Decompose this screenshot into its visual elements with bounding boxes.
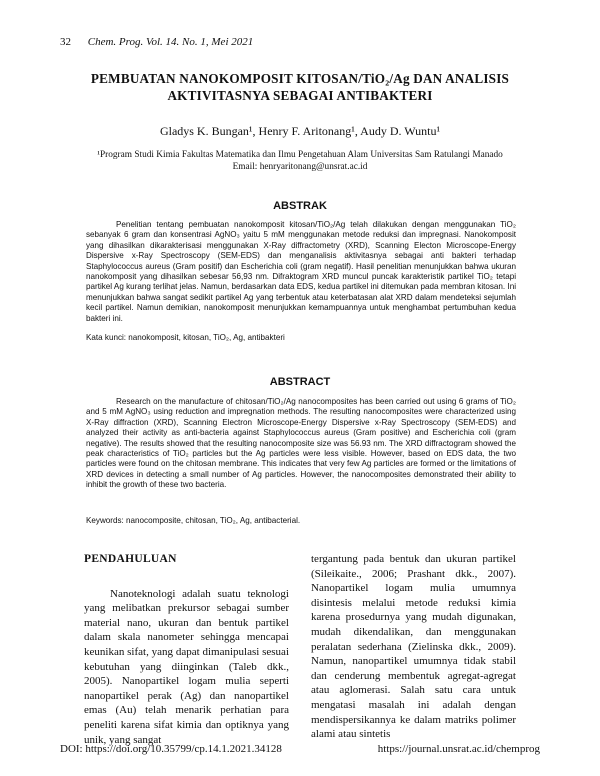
right-column bbox=[311, 552, 516, 742]
title-line-1: PEMBUATAN NANOKOMPOSIT KITOSAN/TiO₂/Ag DAN ANALISIS bbox=[90, 71, 510, 86]
authors: Gladys K. Bungan¹, Henry F. Aritonang¹, Audy D. Wuntu¹ bbox=[159, 124, 441, 138]
email: Email: henryaritonang@unsrat.ac.id bbox=[232, 161, 368, 172]
journal-citation: Chem. Prog. Vol. 14. No. 1, Mei 2021 bbox=[87, 36, 254, 48]
affiliation-line: ¹Program Studi Kimia Fakultas Matematika dan Ilmu Pengetahuan Alam Universitas Sam Ratulangi Manado bbox=[97, 150, 503, 160]
abstrak-keywords: Kata kunci: nanokomposit, kitosan, TiO₂, Ag, antibakteri bbox=[86, 333, 285, 342]
abstrak-text bbox=[86, 220, 516, 324]
abstract-text bbox=[86, 397, 516, 491]
running-header bbox=[60, 36, 253, 48]
left-column bbox=[84, 552, 289, 747]
left-paragraph: Nanoteknologi adalah suatu teknologi yang melibatkan prekursor sebagai sumber material nano, ukuran dan bentuk partikel dalam skala nanometer sehingga mencapai keunikan sifat, yang dapat dimanipulasi sesuai kebutuhan yang diinginkan (Taleb dkk., 2005). Nanopartikel logam mulia seperti nanopartikel perak (Ag) dan nanopartikel emas (Au) telah menarik perhatian para peneliti karena sifat kimia dan optiknya yang unik, yang sangat bbox=[84, 587, 289, 746]
abstract-heading: ABSTRACT bbox=[269, 376, 331, 388]
section-heading: PENDAHULUAN bbox=[84, 553, 177, 565]
right-paragraph: tergantung pada bentuk dan ukuran partikel (Sileikaite., 2006; Prashant dkk., 2007). Nanopartikel logam mulia umumnya disintesis melalui metode reduksi kimia karena prosedurnya yang mudah digunakan, mudah dikendalikan, dan menggunakan peralatan sederhana (Zielinska dkk., 2009). Namun, nanopartikel umumnya tidak stabil dan cenderung membentuk agregat-agregat atau aglomerasi. Salah satu cara untuk mengatasi masalah ini adalah dengan mendispersikannya ke dalam matriks polimer alami atau sintetis bbox=[311, 553, 516, 741]
abstract-paragraph: Research on the manufacture of chitosan/TiO₂/Ag nanocomposites has been carried out using 6 grams of TiO₂ and 5 mM AgNO₃ using reduction and impregnation methods. The resulting nanocomposites were characterized using X-Ray diffraction (XRD), Scanning Electron Microscope-Energy Dispersive x-Ray Spectroscopy (SEM-EDS) and analyzed their activity as anti-bacteria against Staphylococcus aureus (Gram positive) and Escherichia coli (gram negative). The results showed that the resulting nanocomposite size was 56.93 nm. The XRD diffractogram showed the peak characteristics of TiO₂ particles but the Ag particles were less visible. However, based on EDS data, the two particles were found on the chitosan membrane. This indicates that very few Ag particles are formed or the limitations of XRD devices in detecting a small number of Ag particles. However, the nanocomposites demonstrated their ability to inhibit the growth of these two bacteria. bbox=[86, 397, 516, 490]
footer bbox=[60, 743, 540, 755]
title-line-2: AKTIVITASNYA SEBAGAI ANTIBAKTERI bbox=[167, 88, 433, 103]
journal-url[interactable]: https://journal.unsrat.ac.id/chemprog bbox=[377, 743, 540, 755]
paper-title bbox=[60, 70, 540, 104]
abstrak-paragraph: Penelitian tentang pembuatan nanokomposit kitosan/TiO₂/Ag telah dilakukan dengan menggunakan TiO₂ sebanyak 6 gram dan konsentrasi AgNO₃ yaitu 5 mM menggunakan metode reduksi dan impregnasi. Nanokomposit yang dihasilkan dikarakterisasi menggunakan X-Ray diffractometry (XRD), Scanning Electon Microscope-Energy Dispersive x-Ray Spectroscopy (SEM-EDS) dan menganalisis aktivitasnya sebagai anti bakteri terhadap Staphylococcus aureus (Gram positif) dan Escherichia coli (gram negatif). Hasil penelitian menunjukkan bahwa ukuran nanokomposit yang dihasilkan sebesar 56,93 nm. Difraktogram XRD muncul puncak karakteristik partikel TiO₂ tetapi partikel Ag kurang terlihat jelas. Namun, berdasarkan data EDS, kedua partikel ini ditemukan pada membran kitosan. Ini menunjukkan bahwa sangat sedikit partikel Ag yang terbentuk atau keterbatasan alat XRD dalam mendeteksi sejumlah kecil partikel. Namun demikian, nanokomposit menunjukkan kemampuannya untuk menghambat pertumbuhan kedua bakteri ini. bbox=[86, 220, 516, 323]
abstract-keywords: Keywords: nanocomposite, chitosan, TiO₂, Ag, antibacterial. bbox=[86, 516, 301, 525]
abstrak-heading: ABSTRAK bbox=[273, 200, 327, 212]
affiliation bbox=[60, 150, 540, 173]
doi-link[interactable]: DOI: https://doi.org/10.35799/cp.14.1.2021.34128 bbox=[60, 743, 282, 755]
page-number: 32 bbox=[60, 36, 71, 48]
